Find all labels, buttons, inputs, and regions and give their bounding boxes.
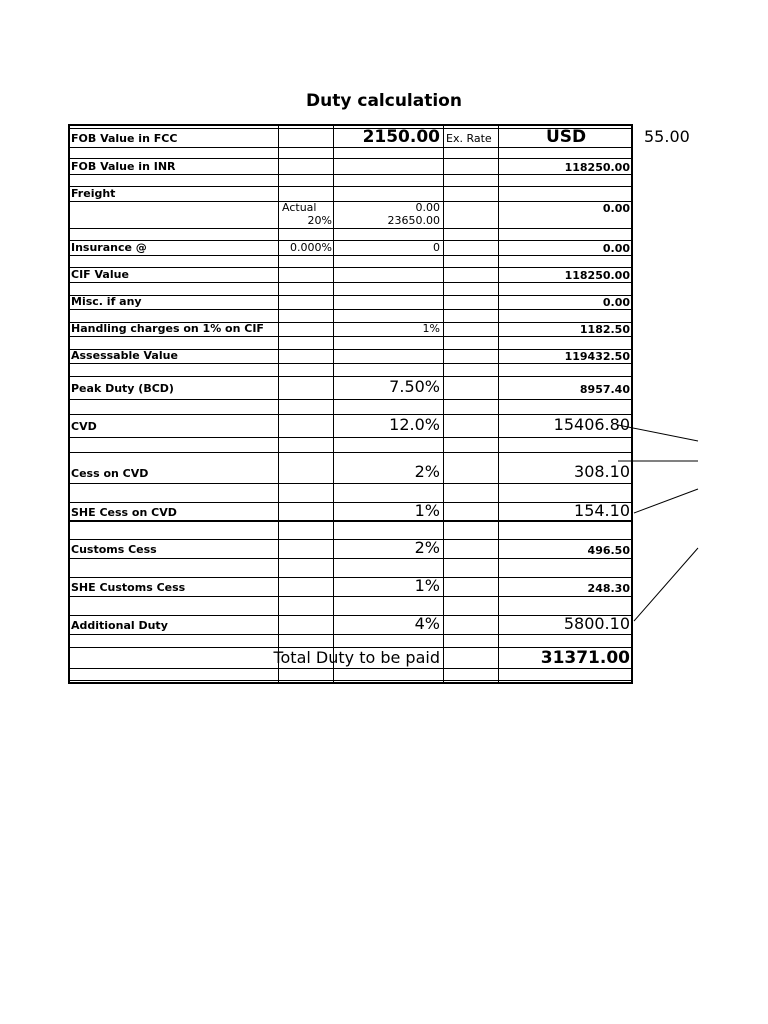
additional-duty-label: Additional Duty	[71, 619, 168, 632]
customs-cess-rate: 2%	[414, 538, 440, 557]
she-cess-cvd-rate: 1%	[414, 501, 440, 520]
total-amount: 31371.00	[540, 648, 630, 668]
fob-inr-label: FOB Value in INR	[71, 160, 176, 173]
additional-duty-amount: 5800.10	[563, 614, 630, 633]
connector-line-additional-duty	[634, 548, 698, 621]
fob-inr-amount: 118250.00	[564, 161, 630, 174]
freight-amount: 0.00	[602, 202, 630, 215]
fob-fcc-label: FOB Value in FCC	[71, 132, 178, 145]
cess-cvd-rate: 2%	[414, 462, 440, 481]
cess-cvd-amount: 308.10	[574, 462, 630, 481]
handling-label: Handling charges on 1% on CIF	[71, 322, 264, 335]
cvd-label: CVD	[71, 420, 97, 433]
she-customs-cess-label: SHE Customs Cess	[71, 581, 186, 594]
customs-cess-amount: 496.50	[587, 544, 630, 557]
peak-duty-rate: 7.50%	[389, 377, 440, 396]
cif-label: CIF Value	[71, 268, 129, 281]
ex-rate-value: 55.00	[644, 127, 690, 146]
insurance-label: Insurance @	[71, 241, 147, 254]
fob-fcc-value: 2150.00	[362, 127, 440, 147]
cif-amount: 118250.00	[564, 269, 630, 282]
currency-code: USD	[546, 127, 587, 147]
freight-actual-value: 0.00	[415, 201, 440, 214]
assessable-label: Assessable Value	[71, 349, 178, 362]
assessable-amount: 119432.50	[564, 350, 630, 363]
insurance-amount: 0.00	[602, 242, 630, 255]
cess-cvd-label: Cess on CVD	[71, 467, 149, 480]
peak-duty-amount: 8957.40	[579, 383, 630, 396]
misc-amount: 0.00	[602, 296, 630, 309]
cvd-amount: 15406.80	[553, 415, 630, 434]
she-customs-cess-amount: 248.30	[587, 582, 630, 595]
ex-rate-label: Ex. Rate	[446, 132, 492, 145]
freight-label: Freight	[71, 187, 116, 200]
total-label: Total Duty to be paid	[273, 648, 440, 667]
page-title: Duty calculation	[306, 91, 462, 111]
peak-duty-label: Peak Duty (BCD)	[71, 382, 174, 395]
handling-rate: 1%	[422, 322, 440, 335]
insurance-rate: 0.000%	[290, 241, 332, 254]
she-cess-cvd-amount: 154.10	[574, 501, 630, 520]
customs-cess-label: Customs Cess	[71, 543, 157, 556]
freight-actual-label: Actual	[282, 201, 317, 214]
additional-duty-rate: 4%	[414, 614, 440, 633]
freight-pct: 20%	[307, 214, 332, 227]
connector-line-she-cess-cvd	[634, 489, 698, 513]
connector-line-cvd	[618, 425, 698, 441]
she-customs-cess-rate: 1%	[414, 576, 440, 595]
handling-amount: 1182.50	[579, 323, 630, 336]
freight-pct-value: 23650.00	[387, 214, 440, 227]
she-cess-cvd-label: SHE Cess on CVD	[71, 506, 177, 519]
insurance-value: 0	[433, 241, 440, 254]
cvd-rate: 12.0%	[389, 415, 440, 434]
misc-label: Misc. if any	[71, 295, 142, 308]
